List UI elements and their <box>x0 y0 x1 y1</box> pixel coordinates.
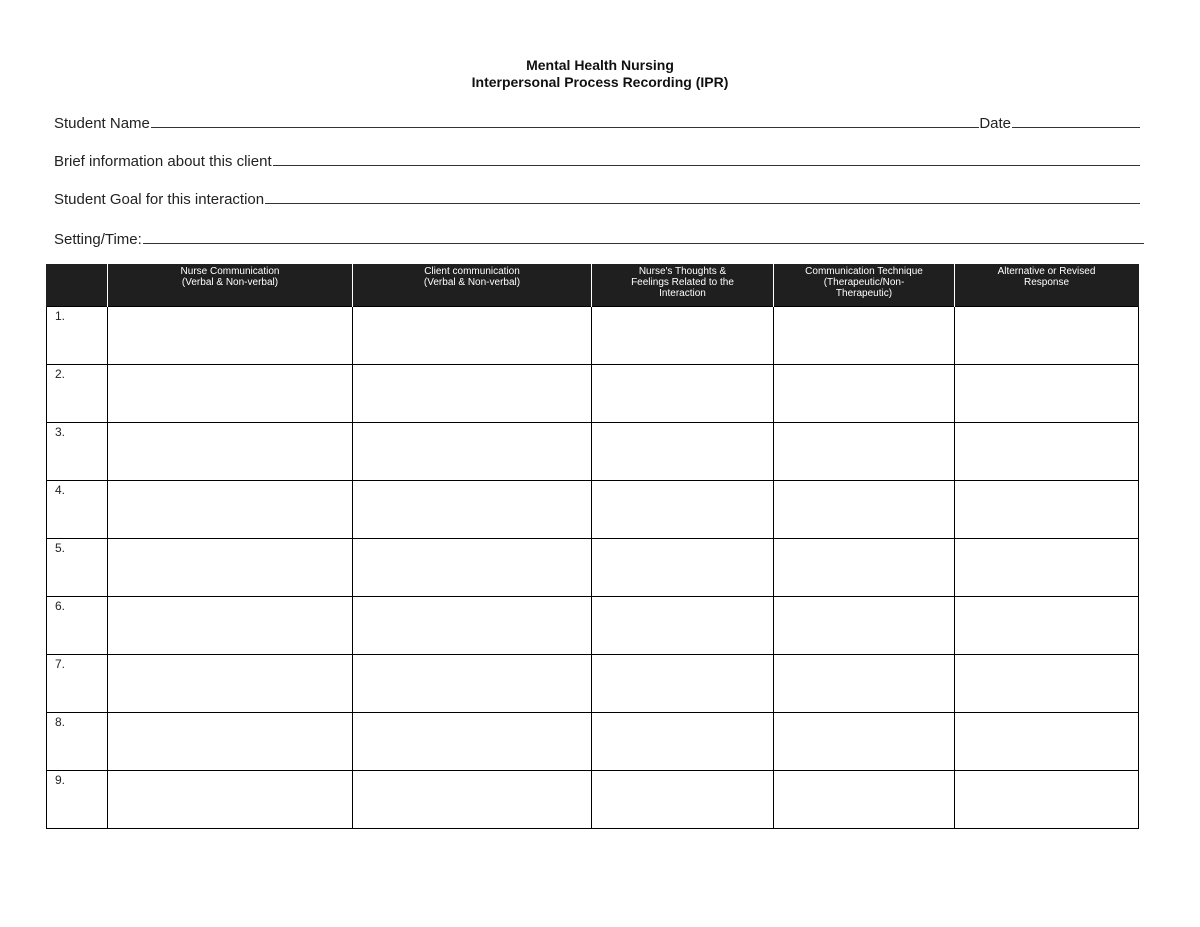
student-name-row <box>54 114 1140 133</box>
table-row <box>47 654 1139 712</box>
table-row <box>47 422 1139 480</box>
alternative-response-cell[interactable] <box>955 654 1139 712</box>
alternative-response-cell[interactable] <box>955 306 1139 364</box>
table-row <box>47 712 1139 770</box>
table-row <box>47 364 1139 422</box>
row-number: 4. <box>47 480 108 538</box>
table-row <box>47 480 1139 538</box>
header-text-line: Nurse's Thoughts & <box>638 266 727 277</box>
alternative-response-cell[interactable] <box>955 364 1139 422</box>
alternative-response-cell[interactable] <box>955 538 1139 596</box>
nurse-thoughts-cell[interactable] <box>592 364 774 422</box>
brief-info-label: Brief information about this client <box>54 153 272 170</box>
document-title <box>0 57 1200 91</box>
header-text-line: Communication Technique <box>805 266 923 277</box>
client-communication-cell[interactable] <box>353 538 592 596</box>
client-communication-cell[interactable] <box>353 712 592 770</box>
alternative-response-cell[interactable] <box>955 422 1139 480</box>
table-body <box>47 306 1139 828</box>
nurse-communication-cell[interactable] <box>108 654 353 712</box>
student-goal-field[interactable] <box>265 190 1140 204</box>
nurse-thoughts-cell[interactable] <box>592 596 774 654</box>
setting-time-row <box>54 230 1144 249</box>
communication-technique-cell[interactable] <box>774 596 955 654</box>
setting-time-label: Setting/Time: <box>54 231 142 248</box>
header-text-line: Feelings Related to the <box>631 277 734 288</box>
student-goal-row <box>54 190 1140 209</box>
date-field[interactable] <box>1012 114 1140 128</box>
client-communication-cell[interactable] <box>353 596 592 654</box>
ipr-table <box>46 264 1139 829</box>
row-number: 3. <box>47 422 108 480</box>
header-text-line: Response <box>1023 277 1070 288</box>
communication-technique-cell[interactable] <box>774 770 955 828</box>
brief-info-row <box>54 152 1140 171</box>
setting-time-field[interactable] <box>143 230 1144 244</box>
nurse-thoughts-cell[interactable] <box>592 770 774 828</box>
row-number: 1. <box>47 306 108 364</box>
row-number: 2. <box>47 364 108 422</box>
table-row <box>47 770 1139 828</box>
nurse-thoughts-cell[interactable] <box>592 654 774 712</box>
header-text-line: Alternative or Revised <box>997 266 1096 277</box>
title-line-2: Interpersonal Process Recording (IPR) <box>471 74 729 90</box>
header-text-line: (Verbal & Non-verbal) <box>181 277 279 288</box>
client-communication-header <box>353 264 592 306</box>
student-name-field[interactable] <box>151 114 979 128</box>
nurse-communication-cell[interactable] <box>108 596 353 654</box>
header-text-line: (Verbal & Non-verbal) <box>423 277 521 288</box>
client-communication-cell[interactable] <box>353 306 592 364</box>
table-row <box>47 596 1139 654</box>
alternative-response-header <box>955 264 1139 306</box>
alternative-response-cell[interactable] <box>955 480 1139 538</box>
alternative-response-cell[interactable] <box>955 712 1139 770</box>
alternative-response-cell[interactable] <box>955 596 1139 654</box>
communication-technique-cell[interactable] <box>774 364 955 422</box>
nurse-communication-cell[interactable] <box>108 422 353 480</box>
student-goal-label: Student Goal for this interaction <box>54 191 265 208</box>
row-number: 8. <box>47 712 108 770</box>
nurse-thoughts-header <box>592 264 774 306</box>
row-number: 5. <box>47 538 108 596</box>
header-text-line: Nurse Communication <box>180 266 280 277</box>
header-text-line: Therapeutic) <box>835 288 893 299</box>
nurse-thoughts-cell[interactable] <box>592 480 774 538</box>
row-number: 6. <box>47 596 108 654</box>
row-number-header <box>47 264 108 306</box>
nurse-thoughts-cell[interactable] <box>592 712 774 770</box>
nurse-communication-cell[interactable] <box>108 306 353 364</box>
nurse-thoughts-cell[interactable] <box>592 306 774 364</box>
nurse-thoughts-cell[interactable] <box>592 538 774 596</box>
communication-technique-header <box>774 264 955 306</box>
alternative-response-cell[interactable] <box>955 770 1139 828</box>
communication-technique-cell[interactable] <box>774 422 955 480</box>
table-header-row <box>47 264 1139 306</box>
nurse-communication-header <box>108 264 353 306</box>
communication-technique-cell[interactable] <box>774 538 955 596</box>
header-text-line: (Therapeutic/Non- <box>823 277 905 288</box>
nurse-communication-cell[interactable] <box>108 364 353 422</box>
nurse-communication-cell[interactable] <box>108 480 353 538</box>
nurse-thoughts-cell[interactable] <box>592 422 774 480</box>
client-communication-cell[interactable] <box>353 770 592 828</box>
nurse-communication-cell[interactable] <box>108 538 353 596</box>
client-communication-cell[interactable] <box>353 364 592 422</box>
title-line-1: Mental Health Nursing <box>526 57 674 73</box>
table-row <box>47 538 1139 596</box>
student-name-label: Student Name <box>54 115 150 132</box>
row-number: 7. <box>47 654 108 712</box>
brief-info-field[interactable] <box>273 152 1140 166</box>
row-number: 9. <box>47 770 108 828</box>
table-row <box>47 306 1139 364</box>
client-communication-cell[interactable] <box>353 422 592 480</box>
communication-technique-cell[interactable] <box>774 712 955 770</box>
client-communication-cell[interactable] <box>353 480 592 538</box>
nurse-communication-cell[interactable] <box>108 712 353 770</box>
communication-technique-cell[interactable] <box>774 480 955 538</box>
nurse-communication-cell[interactable] <box>108 770 353 828</box>
communication-technique-cell[interactable] <box>774 654 955 712</box>
client-communication-cell[interactable] <box>353 654 592 712</box>
communication-technique-cell[interactable] <box>774 306 955 364</box>
header-text-line: Client communication <box>424 266 520 277</box>
header-text-line: Interaction <box>659 288 706 299</box>
date-label: Date <box>979 115 1011 132</box>
